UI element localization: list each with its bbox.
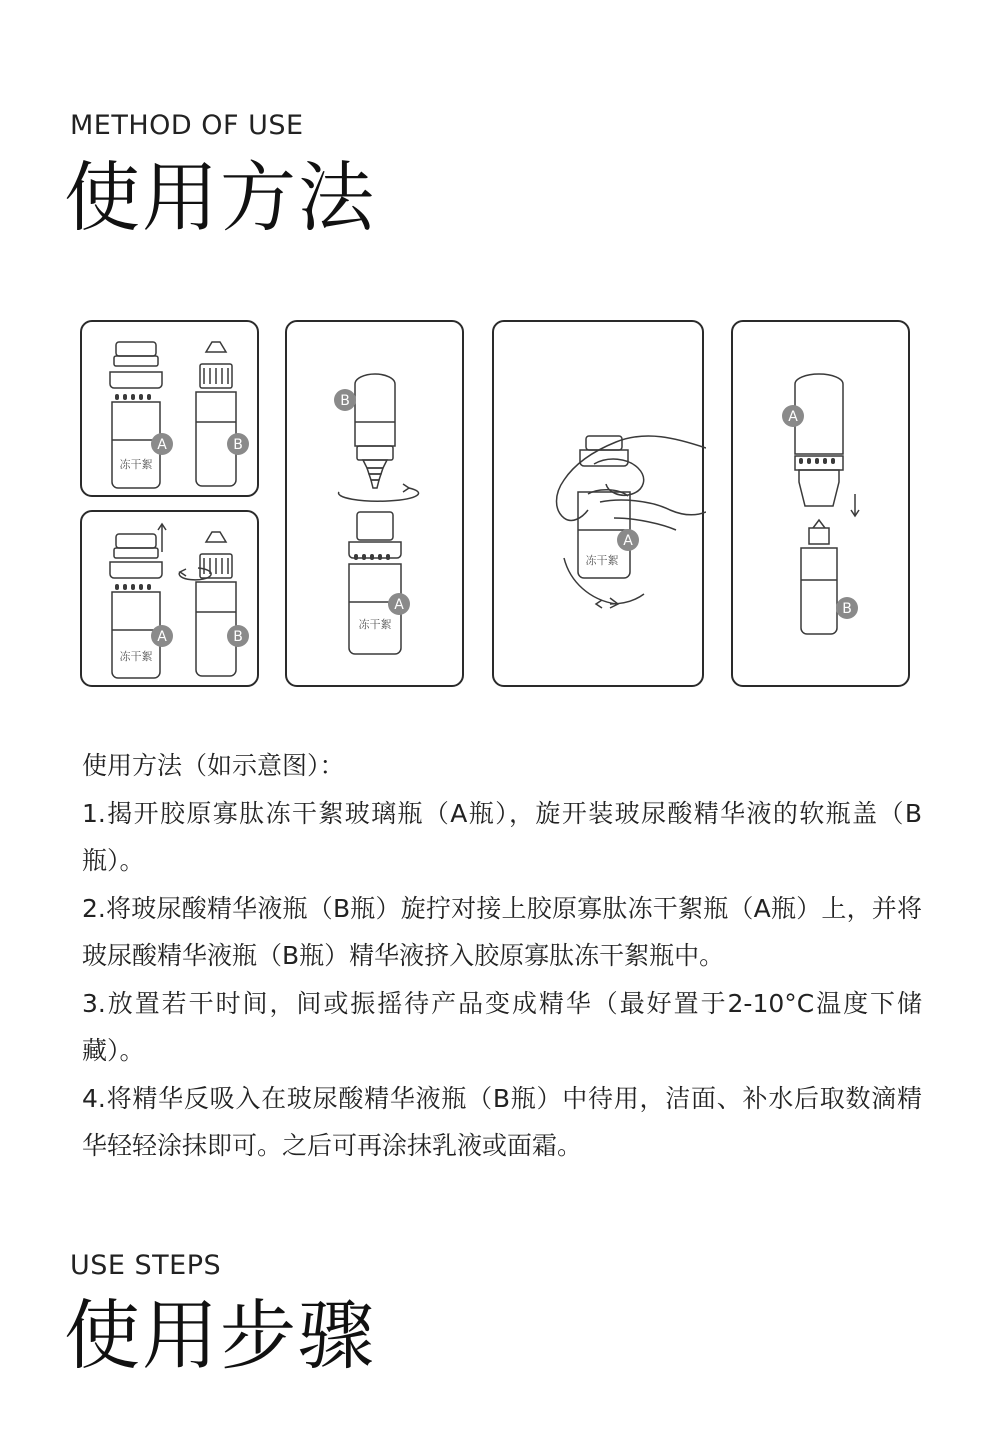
badge-a: A xyxy=(788,409,798,425)
instruction-step-4: 4.将精华反吸入在玻尿酸精华液瓶（B瓶）中待用，洁面、补水后取数滴精华轻轻涂抹即可。之后可再涂抹乳液或面霜。 xyxy=(82,1083,922,1160)
section-title-steps: 使用步骤 xyxy=(64,1291,376,1380)
section-title-method: 使用方法 xyxy=(64,153,376,242)
illustration-step1-open xyxy=(80,320,259,497)
instruction-step-1: 1.揭开胶原寡肽冻干絮玻璃瓶（A瓶），旋开装玻尿酸精华液的软瓶盖（B瓶）。 xyxy=(82,798,922,875)
illustration-step1-twist xyxy=(80,510,259,687)
badge-a: A xyxy=(394,597,404,613)
badge-b: B xyxy=(340,393,350,409)
illustration-step2-connect xyxy=(285,320,464,687)
instruction-step-3: 3.放置若干时间，间或振摇待产品变成精华（最好置于2-10°C温度下储藏）。 xyxy=(82,988,922,1065)
section-eyebrow-method: METHOD OF USE xyxy=(70,110,304,141)
instruction-step-2: 2.将玻尿酸精华液瓶（B瓶）旋拧对接上胶原寡肽冻干絮瓶（A瓶）上，并将玻尿酸精华液瓶（B瓶）精华液挤入胶原寡肽冻干絮瓶中。 xyxy=(82,893,922,970)
badge-b: B xyxy=(842,601,852,617)
illustration-step4-draw xyxy=(731,320,910,687)
badge-a: A xyxy=(157,437,167,453)
badge-b: B xyxy=(233,629,243,645)
badge-b: B xyxy=(233,437,243,453)
vial-label: 冻干絮 xyxy=(585,554,619,567)
badge-a: A xyxy=(157,629,167,645)
usage-instructions xyxy=(82,742,922,1170)
badge-a: A xyxy=(623,533,633,549)
instructions-heading: 使用方法（如示意图）： xyxy=(82,751,345,780)
section-eyebrow-steps: USE STEPS xyxy=(70,1250,222,1281)
vial-label: 冻干絮 xyxy=(119,650,153,663)
vial-label: 冻干絮 xyxy=(119,458,153,471)
vial-label: 冻干絮 xyxy=(358,618,392,631)
illustration-step3-shake xyxy=(492,320,704,687)
